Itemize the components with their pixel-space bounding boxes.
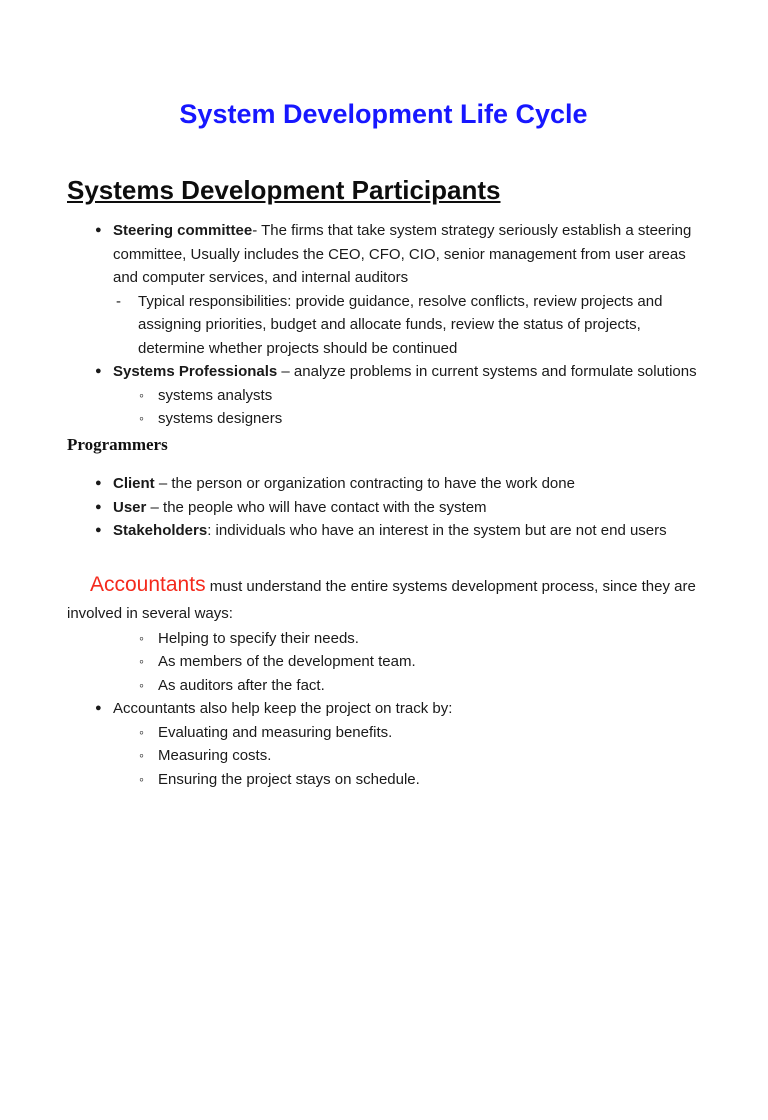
- item-text: [113, 496, 700, 520]
- accountants-paragraph: [67, 571, 700, 627]
- circle-item-specify-needs: [67, 627, 700, 651]
- accountants-rest: must understand the entire systems development process, since they are involved in several ways:: [67, 577, 696, 622]
- bullet-icon: ●: [95, 365, 102, 377]
- dash-icon: -: [116, 292, 121, 310]
- bullet-item-stakeholders: [67, 519, 700, 543]
- bold-lead: Client: [113, 475, 155, 492]
- circle-item-development-team: [67, 650, 700, 674]
- accountants-lead: Accountants: [90, 572, 206, 596]
- item-text: Accountants also help keep the project on track by:: [113, 700, 453, 717]
- circle-item-systems-designers: [67, 407, 700, 431]
- bullet-item-track-intro: [67, 697, 700, 721]
- circle-item-auditors: [67, 674, 700, 698]
- item-text: Evaluating and measuring benefits.: [158, 723, 393, 741]
- item-text: [113, 519, 700, 543]
- circle-icon: ◦: [139, 410, 144, 426]
- item-text: Measuring costs.: [158, 747, 272, 764]
- item-rest: – the person or organization contracting to have the work done: [154, 475, 575, 492]
- item-text: As auditors after the fact.: [158, 676, 325, 694]
- circle-icon: ◦: [139, 676, 144, 693]
- circle-icon: ◦: [139, 770, 144, 787]
- accountants-ways-list: [67, 627, 700, 792]
- circle-item-schedule: [67, 768, 700, 792]
- bullet-item-systems-professionals: [67, 360, 700, 384]
- dash-item-responsibilities: [67, 290, 700, 361]
- bold-lead: Steering committee: [113, 222, 253, 239]
- bullet-item-client: [67, 472, 700, 496]
- roles-list: [67, 472, 700, 543]
- item-rest: – analyze problems in current systems and formulate solutions: [277, 363, 697, 380]
- section-heading-participants: Systems Development Participants: [67, 175, 501, 205]
- circle-item-measuring-costs: [67, 744, 700, 768]
- bullet-icon: ●: [95, 500, 102, 513]
- item-text: As members of the development team.: [158, 653, 416, 670]
- item-text: Ensuring the project stays on schedule.: [158, 770, 420, 788]
- bullet-icon: ●: [95, 702, 102, 714]
- programmers-label: Programmers: [67, 434, 168, 454]
- item-text: systems analysts: [158, 386, 273, 404]
- item-rest: - The firms that take system strategy seriously establish a steering committee, Usually includes the CEO, CFO, CIO, senior management from user areas and computer services, and internal auditors: [113, 222, 692, 286]
- document-page: [0, 96, 768, 1120]
- bullet-item-user: [67, 496, 700, 520]
- item-text: Helping to specify their needs.: [158, 629, 359, 647]
- item-text: [113, 472, 700, 496]
- item-rest: : individuals who have an interest in the system but are not end users: [207, 522, 667, 539]
- circle-icon: ◦: [139, 653, 144, 669]
- bold-lead: Stakeholders: [113, 522, 208, 539]
- item-text: [113, 360, 700, 384]
- bullet-item-steering-committee: [67, 219, 700, 290]
- bold-lead: User: [113, 498, 147, 516]
- bullet-icon: ●: [95, 524, 102, 536]
- circle-icon: ◦: [139, 629, 144, 646]
- bullet-icon: ●: [95, 477, 102, 489]
- circle-icon: ◦: [139, 386, 144, 403]
- item-text: systems designers: [158, 410, 283, 427]
- circle-icon: ◦: [139, 723, 144, 740]
- item-text: Typical responsibilities: provide guidance, resolve conflicts, review projects and assigning priorities, budget and allocate funds, review the status of projects, determine whether projects should be continued: [138, 292, 663, 357]
- item-text: [113, 219, 700, 290]
- circle-item-evaluating-benefits: [67, 721, 700, 745]
- bold-lead: Systems Professionals: [113, 363, 278, 380]
- circle-icon: ◦: [139, 747, 144, 763]
- document-title: System Development Life Cycle: [179, 99, 588, 129]
- bullet-icon: ●: [95, 224, 102, 236]
- item-rest: – the people who will have contact with the system: [146, 498, 487, 516]
- circle-item-systems-analysts: [67, 384, 700, 408]
- participants-list: [67, 219, 700, 431]
